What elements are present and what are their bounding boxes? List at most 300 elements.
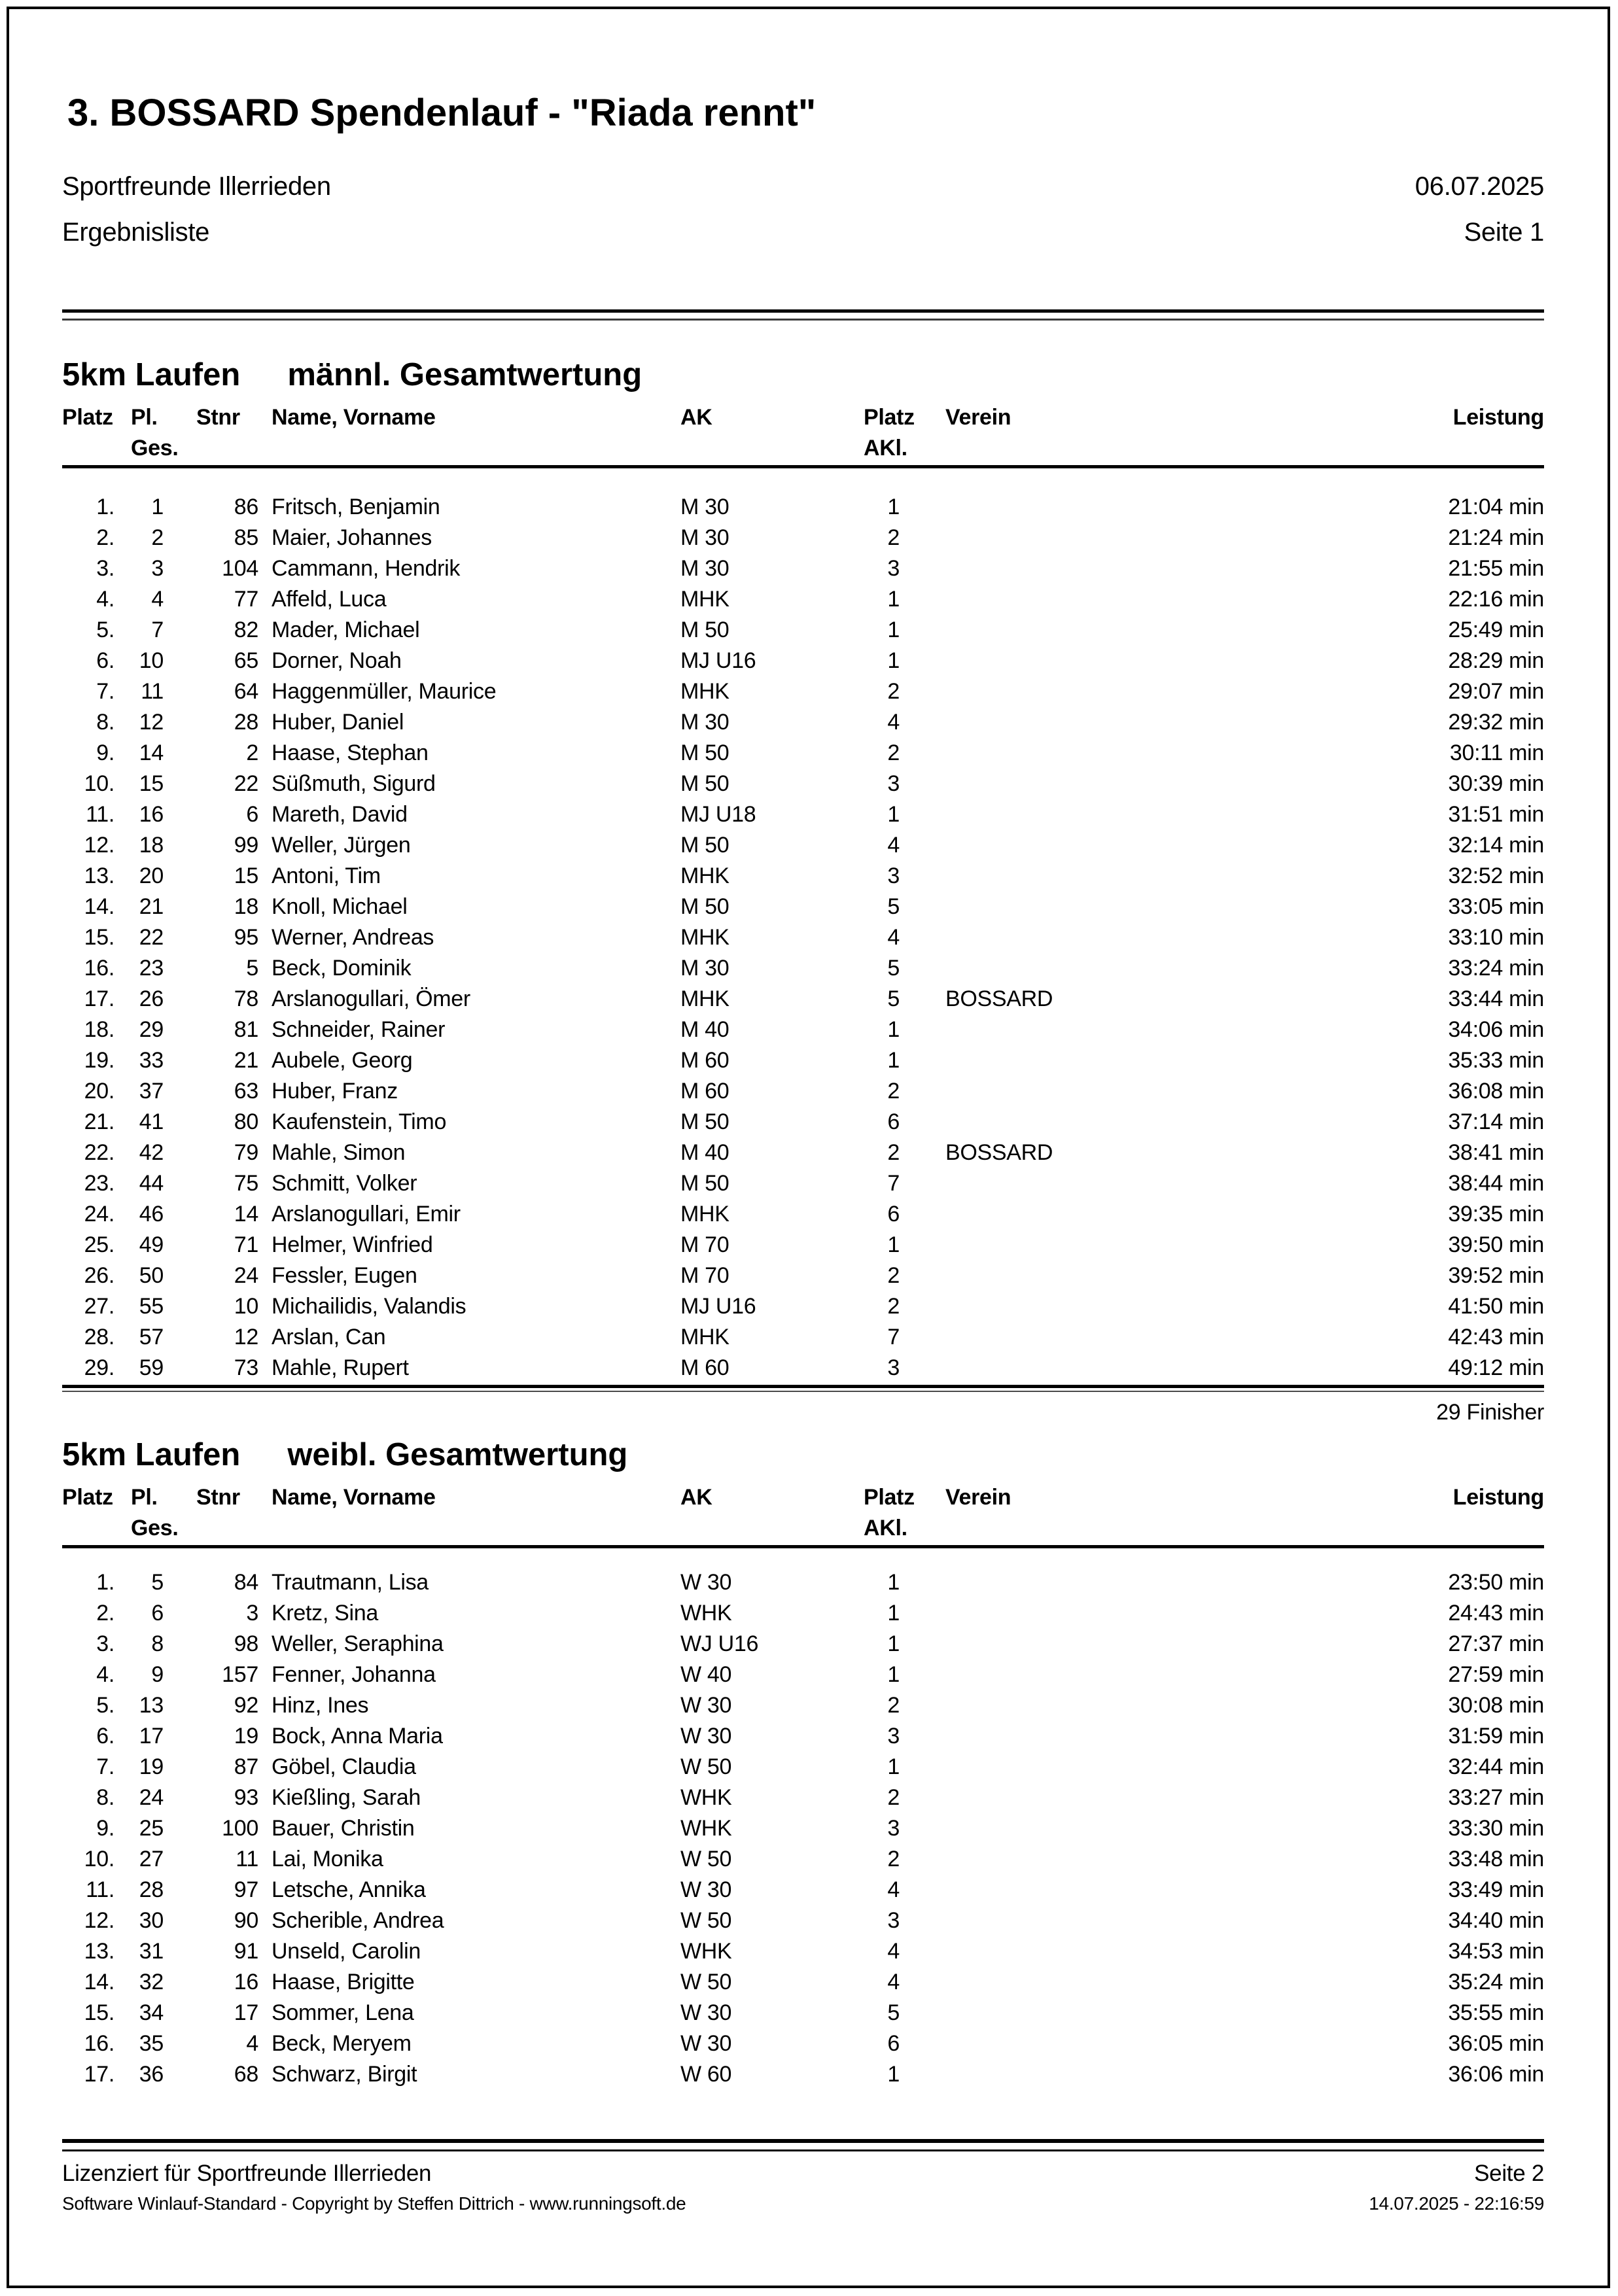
- cell-startnummer: 73: [234, 1355, 258, 1380]
- cell-platz: 25.: [84, 1232, 114, 1257]
- cell-startnummer: 104: [222, 556, 258, 581]
- cell-platz: 12.: [84, 1908, 114, 1933]
- cell-platz: 1.: [96, 1570, 114, 1595]
- cell-platz-gesamt: 44: [139, 1171, 164, 1196]
- cell-verein: [900, 1353, 1403, 1383]
- cell-name: Scherible, Andrea: [272, 1908, 444, 1933]
- cell-verein: [900, 584, 1403, 615]
- cell-platz-gesamt: 33: [139, 1048, 164, 1073]
- cell-name: Fessler, Eugen: [272, 1263, 417, 1288]
- cell-platz-gesamt: 8: [151, 1631, 164, 1656]
- cell-name: Weller, Seraphina: [272, 1631, 444, 1656]
- cell-altersklasse: M 60: [680, 1355, 730, 1380]
- cell-name: Kretz, Sina: [272, 1601, 378, 1626]
- cell-startnummer: 21: [234, 1048, 258, 1073]
- cell-verein: [900, 2059, 1403, 2090]
- cell-leistung: 39:50 min: [1448, 1232, 1544, 1257]
- cell-altersklasse: W 30: [680, 1877, 732, 1902]
- cell-platz-ak: 4: [887, 833, 900, 858]
- cell-verein: [900, 1629, 1403, 1660]
- cell-leistung: 27:59 min: [1448, 1662, 1544, 1687]
- cell-startnummer: 18: [234, 894, 258, 919]
- cell-platz-ak: 7: [887, 1171, 900, 1196]
- cell-leistung: 39:35 min: [1448, 1202, 1544, 1226]
- cell-startnummer: 85: [234, 525, 258, 550]
- cell-verein: [900, 1015, 1403, 1045]
- result-row: [62, 1107, 1544, 1138]
- cell-altersklasse: M 40: [680, 1140, 730, 1165]
- cell-name: Affeld, Luca: [272, 587, 387, 612]
- cell-platz-gesamt: 34: [139, 2000, 164, 2025]
- cell-startnummer: 80: [234, 1109, 258, 1134]
- cell-platz: 24.: [84, 1202, 114, 1226]
- cell-leistung: 34:40 min: [1448, 1908, 1544, 1933]
- cell-platz-gesamt: 31: [139, 1939, 164, 1964]
- cell-platz-gesamt: 46: [139, 1202, 164, 1226]
- cell-platz: 27.: [84, 1294, 114, 1319]
- cell-name: Mahle, Rupert: [272, 1355, 409, 1380]
- cell-altersklasse: MHK: [680, 986, 730, 1011]
- cell-altersklasse: M 60: [680, 1079, 730, 1104]
- cell-platz-gesamt: 29: [139, 1017, 164, 1042]
- cell-startnummer: 3: [246, 1601, 258, 1626]
- result-row: [62, 892, 1544, 922]
- result-row: [62, 1598, 1544, 1629]
- cell-platz-ak: 2: [887, 1847, 900, 1871]
- result-row: [62, 922, 1544, 953]
- cell-leistung: 36:05 min: [1448, 2031, 1544, 2056]
- cell-verein: [900, 1905, 1403, 1936]
- page-title: 3. BOSSARD Spendenlauf - "Riada rennt": [67, 92, 817, 134]
- cell-altersklasse: WHK: [680, 1939, 732, 1964]
- cell-startnummer: 68: [234, 2062, 258, 2087]
- cell-startnummer: 4: [246, 2031, 258, 2056]
- cell-platz-gesamt: 32: [139, 1970, 164, 1994]
- cell-startnummer: 22: [234, 771, 258, 796]
- cell-leistung: 31:51 min: [1448, 802, 1544, 827]
- event-date: 06.07.2025: [1415, 172, 1544, 201]
- cell-leistung: 35:55 min: [1448, 2000, 1544, 2025]
- cell-platz-ak: 1: [887, 1232, 900, 1257]
- cell-platz-ak: 1: [887, 1601, 900, 1626]
- result-row: [62, 1567, 1544, 1598]
- cell-leistung: 33:05 min: [1448, 894, 1544, 919]
- cell-altersklasse: M 30: [680, 710, 730, 735]
- cell-altersklasse: MJ U16: [680, 648, 756, 673]
- cell-platz-ak: 2: [887, 1079, 900, 1104]
- cell-name: Cammann, Hendrik: [272, 556, 461, 581]
- cell-platz-ak: 3: [887, 1355, 900, 1380]
- result-row: [62, 615, 1544, 646]
- footer: [62, 2139, 1544, 2214]
- cell-platz-gesamt: 10: [139, 648, 164, 673]
- cell-name: Bock, Anna Maria: [272, 1724, 443, 1748]
- column-header-verein: Verein: [945, 1485, 1011, 1510]
- result-row: [62, 1015, 1544, 1045]
- cell-platz-gesamt: 37: [139, 1079, 164, 1104]
- table-header-rule: [62, 465, 1544, 468]
- cell-leistung: 27:37 min: [1448, 1631, 1544, 1656]
- result-row: [62, 2059, 1544, 2090]
- cell-platz: 1.: [96, 495, 114, 519]
- cell-platz-gesamt: 59: [139, 1355, 164, 1380]
- cell-platz-ak: 1: [887, 1754, 900, 1779]
- cell-name: Arslanogullari, Ömer: [272, 986, 470, 1011]
- section-title: [62, 1436, 1544, 1473]
- cell-platz-ak: 1: [887, 1662, 900, 1687]
- cell-verein: [900, 492, 1403, 523]
- cell-platz: 4.: [96, 1662, 114, 1687]
- cell-platz-gesamt: 11: [141, 679, 164, 704]
- cell-platz-ak: 2: [887, 1294, 900, 1319]
- meta-row-doctype: [62, 217, 1544, 247]
- footer-page-number: Seite 2: [1474, 2161, 1544, 2186]
- cell-verein: [900, 646, 1403, 676]
- cell-platz-ak: 2: [887, 525, 900, 550]
- result-row: [62, 799, 1544, 830]
- cell-platz: 11.: [86, 802, 114, 827]
- cell-startnummer: 91: [234, 1939, 258, 1964]
- cell-name: Haase, Brigitte: [272, 1970, 415, 1994]
- cell-startnummer: 90: [234, 1908, 258, 1933]
- cell-leistung: 42:43 min: [1448, 1325, 1544, 1349]
- cell-platz: 21.: [84, 1109, 114, 1134]
- cell-platz: 9.: [96, 1816, 114, 1841]
- cell-startnummer: 64: [234, 679, 258, 704]
- cell-platz-gesamt: 35: [139, 2031, 164, 2056]
- cell-altersklasse: MHK: [680, 679, 730, 704]
- cell-altersklasse: M 70: [680, 1263, 730, 1288]
- cell-altersklasse: MHK: [680, 1325, 730, 1349]
- cell-name: Mareth, David: [272, 802, 408, 827]
- cell-platz-gesamt: 12: [139, 710, 164, 735]
- cell-verein: [900, 2028, 1403, 2059]
- cell-leistung: 21:04 min: [1448, 495, 1544, 519]
- cell-platz: 29.: [84, 1355, 114, 1380]
- column-header-platz-ak: Platz AKl.: [864, 405, 915, 461]
- cell-altersklasse: M 50: [680, 833, 730, 858]
- cell-leistung: 33:30 min: [1448, 1816, 1544, 1841]
- cell-leistung: 32:14 min: [1448, 833, 1544, 858]
- cell-startnummer: 95: [234, 925, 258, 950]
- cell-platz-ak: 4: [887, 1970, 900, 1994]
- print-timestamp: 14.07.2025 - 22:16:59: [1369, 2193, 1544, 2214]
- cell-name: Mahle, Simon: [272, 1140, 406, 1165]
- cell-startnummer: 82: [234, 617, 258, 642]
- cell-verein: [900, 1660, 1403, 1690]
- classification-name: männl. Gesamtwertung: [287, 357, 642, 392]
- cell-platz-ak: 1: [887, 495, 900, 519]
- cell-platz: 19.: [84, 1048, 114, 1073]
- result-row: [62, 1168, 1544, 1199]
- result-row: [62, 984, 1544, 1015]
- cell-altersklasse: WJ U16: [680, 1631, 759, 1656]
- column-header-leistung: Leistung: [1452, 405, 1544, 430]
- cell-platz-gesamt: 5: [151, 1570, 164, 1595]
- cell-platz-ak: 4: [887, 1877, 900, 1902]
- result-row: [62, 1629, 1544, 1660]
- cell-verein: [900, 1998, 1403, 2028]
- cell-name: Fenner, Johanna: [272, 1662, 436, 1687]
- cell-platz: 7.: [96, 679, 114, 704]
- cell-platz-gesamt: 41: [139, 1109, 164, 1134]
- cell-verein: [900, 892, 1403, 922]
- cell-platz: 18.: [84, 1017, 114, 1042]
- cell-leistung: 34:53 min: [1448, 1939, 1544, 1964]
- cell-platz-ak: 1: [887, 1570, 900, 1595]
- cell-altersklasse: MJ U16: [680, 1294, 756, 1319]
- table-header-row: [62, 402, 1544, 464]
- cell-verein: [900, 769, 1403, 799]
- cell-leistung: 30:11 min: [1449, 740, 1544, 765]
- cell-leistung: 35:33 min: [1448, 1048, 1544, 1073]
- results-rows-female: [62, 1567, 1544, 2090]
- cell-leistung: 24:43 min: [1448, 1601, 1544, 1626]
- cell-altersklasse: MHK: [680, 1202, 730, 1226]
- cell-startnummer: 10: [234, 1294, 258, 1319]
- cell-platz: 8.: [96, 1785, 114, 1810]
- cell-verein: [900, 1967, 1403, 1998]
- result-row: [62, 676, 1544, 707]
- result-row: [62, 492, 1544, 523]
- cell-name: Antoni, Tim: [272, 863, 381, 888]
- cell-platz-ak: 1: [887, 587, 900, 612]
- cell-startnummer: 24: [234, 1263, 258, 1288]
- cell-leistung: 34:06 min: [1448, 1017, 1544, 1042]
- doc-type-label: Ergebnisliste: [62, 218, 210, 247]
- cell-verein: [900, 1721, 1403, 1752]
- organizer-name: Sportfreunde Illerrieden: [62, 172, 331, 201]
- cell-altersklasse: WHK: [680, 1601, 732, 1626]
- cell-leistung: 41:50 min: [1448, 1294, 1544, 1319]
- cell-platz-gesamt: 24: [139, 1785, 164, 1810]
- cell-altersklasse: M 50: [680, 740, 730, 765]
- cell-platz: 3.: [96, 556, 114, 581]
- cell-platz-gesamt: 22: [139, 925, 164, 950]
- cell-startnummer: 77: [234, 587, 258, 612]
- cell-verein: [900, 1875, 1403, 1905]
- cell-verein: [900, 1598, 1403, 1629]
- cell-name: Dorner, Noah: [272, 648, 402, 673]
- cell-platz-gesamt: 23: [139, 956, 164, 981]
- cell-platz-gesamt: 49: [139, 1232, 164, 1257]
- cell-platz-ak: 6: [887, 1109, 900, 1134]
- result-row: [62, 769, 1544, 799]
- cell-altersklasse: M 50: [680, 1109, 730, 1134]
- cell-platz-gesamt: 57: [139, 1325, 164, 1349]
- cell-platz: 2.: [96, 1601, 114, 1626]
- cell-startnummer: 75: [234, 1171, 258, 1196]
- cell-platz-ak: 7: [887, 1325, 900, 1349]
- cell-startnummer: 17: [234, 2000, 258, 2025]
- cell-platz: 28.: [84, 1325, 114, 1349]
- cell-platz-ak: 2: [887, 679, 900, 704]
- cell-startnummer: 19: [234, 1724, 258, 1748]
- cell-platz-gesamt: 42: [139, 1140, 164, 1165]
- cell-altersklasse: W 30: [680, 1693, 732, 1718]
- result-row: [62, 2028, 1544, 2059]
- cell-altersklasse: M 30: [680, 956, 730, 981]
- result-row: [62, 707, 1544, 738]
- cell-altersklasse: W 50: [680, 1908, 732, 1933]
- footer-line-2: [62, 2193, 1544, 2214]
- cell-name: Arslan, Can: [272, 1325, 386, 1349]
- result-row: [62, 1076, 1544, 1107]
- cell-platz-ak: 1: [887, 1631, 900, 1656]
- cell-platz-ak: 5: [887, 2000, 900, 2025]
- column-header-platz-ak: Platz AKl.: [864, 1485, 915, 1540]
- cell-verein: [900, 830, 1403, 861]
- result-row: [62, 1199, 1544, 1230]
- cell-name: Huber, Franz: [272, 1079, 398, 1104]
- cell-startnummer: 97: [234, 1877, 258, 1902]
- cell-platz-gesamt: 27: [139, 1847, 164, 1871]
- cell-platz-ak: 3: [887, 863, 900, 888]
- cell-altersklasse: M 60: [680, 1048, 730, 1073]
- result-row: [62, 1752, 1544, 1783]
- cell-verein: [900, 1936, 1403, 1967]
- cell-platz: 6.: [96, 648, 114, 673]
- header-divider-rule: [62, 309, 1544, 321]
- cell-altersklasse: W 50: [680, 1847, 732, 1871]
- cell-leistung: 35:24 min: [1448, 1970, 1544, 1994]
- cell-platz-gesamt: 55: [139, 1294, 164, 1319]
- result-row: [62, 523, 1544, 553]
- column-header-ak: AK: [680, 405, 712, 430]
- cell-name: Letsche, Annika: [272, 1877, 426, 1902]
- cell-platz-ak: 3: [887, 1908, 900, 1933]
- cell-leistung: 33:49 min: [1448, 1877, 1544, 1902]
- cell-verein: [900, 861, 1403, 892]
- cell-platz: 14.: [84, 1970, 114, 1994]
- result-row: [62, 1967, 1544, 1998]
- cell-altersklasse: W 50: [680, 1970, 732, 1994]
- cell-name: Huber, Daniel: [272, 710, 404, 735]
- cell-verein: [900, 1291, 1403, 1322]
- cell-verein: [900, 1230, 1403, 1261]
- cell-altersklasse: W 30: [680, 2031, 732, 2056]
- column-header-name: Name, Vorname: [272, 405, 436, 430]
- cell-altersklasse: M 50: [680, 894, 730, 919]
- cell-platz: 13.: [84, 863, 114, 888]
- cell-platz: 16.: [84, 956, 114, 981]
- cell-platz-ak: 2: [887, 1785, 900, 1810]
- cell-platz: 15.: [84, 925, 114, 950]
- cell-platz: 13.: [84, 1939, 114, 1964]
- cell-platz: 17.: [84, 2062, 114, 2087]
- cell-leistung: 39:52 min: [1448, 1263, 1544, 1288]
- result-row: [62, 1936, 1544, 1967]
- cell-platz-gesamt: 3: [151, 556, 164, 581]
- cell-startnummer: 87: [234, 1754, 258, 1779]
- cell-platz-ak: 3: [887, 1724, 900, 1748]
- cell-altersklasse: MHK: [680, 925, 730, 950]
- result-row: [62, 646, 1544, 676]
- cell-verein: [900, 1107, 1403, 1138]
- cell-altersklasse: M 50: [680, 771, 730, 796]
- cell-platz: 5.: [96, 617, 114, 642]
- cell-verein: [900, 1783, 1403, 1813]
- cell-startnummer: 71: [234, 1232, 258, 1257]
- cell-verein: [900, 553, 1403, 584]
- cell-platz-ak: 5: [887, 986, 900, 1011]
- cell-platz-ak: 2: [887, 1263, 900, 1288]
- cell-startnummer: 12: [234, 1325, 258, 1349]
- cell-platz-ak: 5: [887, 894, 900, 919]
- cell-name: Schmitt, Volker: [272, 1171, 417, 1196]
- cell-startnummer: 93: [234, 1785, 258, 1810]
- cell-verein: [900, 676, 1403, 707]
- result-row: [62, 1660, 1544, 1690]
- cell-leistung: 21:24 min: [1448, 525, 1544, 550]
- cell-platz-gesamt: 36: [139, 2062, 164, 2087]
- cell-platz: 16.: [84, 2031, 114, 2056]
- cell-platz: 5.: [96, 1693, 114, 1718]
- cell-name: Beck, Dominik: [272, 956, 412, 981]
- cell-platz-ak: 4: [887, 925, 900, 950]
- cell-altersklasse: M 30: [680, 495, 730, 519]
- column-header-leistung: Leistung: [1452, 1485, 1544, 1510]
- results-section-male: [62, 357, 1544, 1428]
- cell-startnummer: 14: [234, 1202, 258, 1226]
- cell-startnummer: 86: [234, 495, 258, 519]
- cell-name: Helmer, Winfried: [272, 1232, 433, 1257]
- cell-startnummer: 65: [234, 648, 258, 673]
- cell-platz-ak: 3: [887, 556, 900, 581]
- column-header-platz: Platz: [62, 405, 113, 430]
- table-header-rule: [62, 1545, 1544, 1548]
- cell-verein: [900, 1199, 1403, 1230]
- cell-platz-gesamt: 16: [139, 802, 164, 827]
- cell-leistung: 33:48 min: [1448, 1847, 1544, 1871]
- cell-platz-ak: 1: [887, 617, 900, 642]
- cell-platz-ak: 6: [887, 1202, 900, 1226]
- column-header-platz-gesamt: Pl. Ges.: [131, 1485, 179, 1540]
- cell-platz: 11.: [86, 1877, 114, 1902]
- result-row: [62, 953, 1544, 984]
- cell-leistung: 36:06 min: [1448, 2062, 1544, 2087]
- cell-platz: 9.: [96, 740, 114, 765]
- cell-platz-gesamt: 30: [139, 1908, 164, 1933]
- cell-platz: 4.: [96, 587, 114, 612]
- results-rows-male: [62, 492, 1544, 1383]
- cell-name: Werner, Andreas: [272, 925, 434, 950]
- cell-platz: 3.: [96, 1631, 114, 1656]
- cell-name: Unseld, Carolin: [272, 1939, 421, 1964]
- event-name: 5km Laufen: [62, 1437, 241, 1472]
- cell-platz: 2.: [96, 525, 114, 550]
- cell-altersklasse: M 30: [680, 556, 730, 581]
- cell-altersklasse: MHK: [680, 863, 730, 888]
- cell-platz-ak: 1: [887, 802, 900, 827]
- cell-platz-gesamt: 13: [139, 1693, 164, 1718]
- cell-verein: [900, 953, 1403, 984]
- cell-platz-ak: 1: [887, 1048, 900, 1073]
- result-row: [62, 1045, 1544, 1076]
- cell-platz: 26.: [84, 1263, 114, 1288]
- cell-altersklasse: W 60: [680, 2062, 732, 2087]
- cell-leistung: 32:52 min: [1448, 863, 1544, 888]
- cell-verein: [900, 1844, 1403, 1875]
- cell-platz-ak: 1: [887, 1017, 900, 1042]
- cell-startnummer: 11: [236, 1847, 258, 1871]
- cell-altersklasse: M 40: [680, 1017, 730, 1042]
- cell-platz: 10.: [84, 771, 114, 796]
- result-row: [62, 1353, 1544, 1383]
- cell-platz-gesamt: 4: [151, 587, 164, 612]
- cell-name: Sommer, Lena: [272, 2000, 414, 2025]
- cell-platz: 12.: [84, 833, 114, 858]
